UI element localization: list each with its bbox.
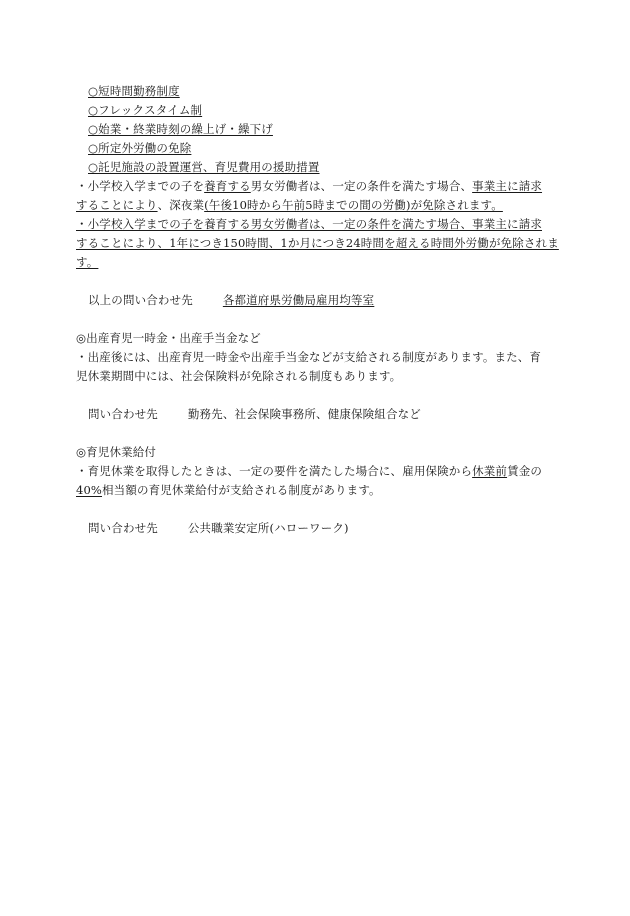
childcare-benefit-line-2	[76, 481, 381, 499]
night-work-highlight: することにより	[76, 198, 158, 212]
contact-2-label: 問い合わせ先	[88, 407, 158, 421]
support-item-overtime-exempt: ○所定外労働の免除	[88, 141, 192, 155]
contact-1-label: 以上の問い合わせ先	[88, 293, 193, 307]
contact-3-value: 公共職業安定所(ハローワーク)	[187, 521, 349, 535]
contact-1	[88, 291, 374, 309]
support-item-shift-hours: ○始業・終業時刻の繰上げ・繰下げ	[88, 122, 273, 136]
childcare-benefit-text: ・育児休業を取得したときは、一定の要件を満たした場合に、雇用保険から	[76, 464, 473, 478]
overtime-line-1: ・小学校入学までの子を養育する男女労働者は、一定の条件を満たす場合、事業主に請求	[76, 217, 542, 231]
contact-3	[88, 519, 349, 537]
childcare-benefit-text: 賃金の	[507, 464, 543, 478]
contact-3-label: 問い合わせ先	[88, 521, 158, 535]
night-work-text: 男女労働者は、一定の条件を満たす場合、	[250, 179, 473, 193]
overtime-line-3: す。	[76, 255, 99, 269]
support-item-childcare-facility: ○託児施設の設置運営、育児費用の援助措置	[88, 160, 320, 174]
childcare-benefit-heading: ◎育児休業給付	[76, 445, 157, 459]
contact-1-value: 各都道府県労働局雇用均等室	[222, 293, 375, 307]
night-work-highlight: が免除されます。	[410, 198, 503, 212]
night-work-text: ・小学校入学までの子を	[76, 179, 205, 193]
contact-2-value: 勤務先、社会保険事務所、健康保険組合など	[187, 407, 421, 421]
support-item-short-hours: ○短時間勤務制度	[88, 84, 180, 98]
night-work-line-2	[76, 196, 503, 214]
childcare-benefit-highlight: 40%	[76, 483, 103, 497]
birth-allowance-line-1: ・出産後には、出産育児一時金や出産手当金などが支給される制度があります。また、育	[76, 350, 542, 364]
childcare-benefit-text: 相当額の育児休業給付が支給される制度があります。	[102, 483, 381, 497]
childcare-benefit-line-1	[76, 462, 542, 480]
night-work-text: 、深夜業	[157, 198, 205, 212]
night-work-highlight: 養育する	[204, 179, 251, 193]
night-work-highlight: 事業主に請求	[472, 179, 543, 193]
overtime-line-2: することにより、1年につき150時間、1か月につき24時間を超える時間外労働が免除されま	[76, 236, 559, 250]
birth-allowance-heading: ◎出産育児一時金・出産手当金など	[76, 331, 261, 345]
night-work-highlight: (午後10時から午前5時までの間の労働)	[204, 198, 411, 212]
birth-allowance-line-2: 児休業期間中には、社会保険料が免除される制度もあります。	[76, 369, 402, 383]
night-work-line-1	[76, 177, 542, 195]
support-item-flextime: ○フレックスタイム制	[88, 103, 203, 117]
childcare-benefit-highlight: 休業前	[472, 464, 508, 478]
contact-2	[88, 405, 421, 423]
